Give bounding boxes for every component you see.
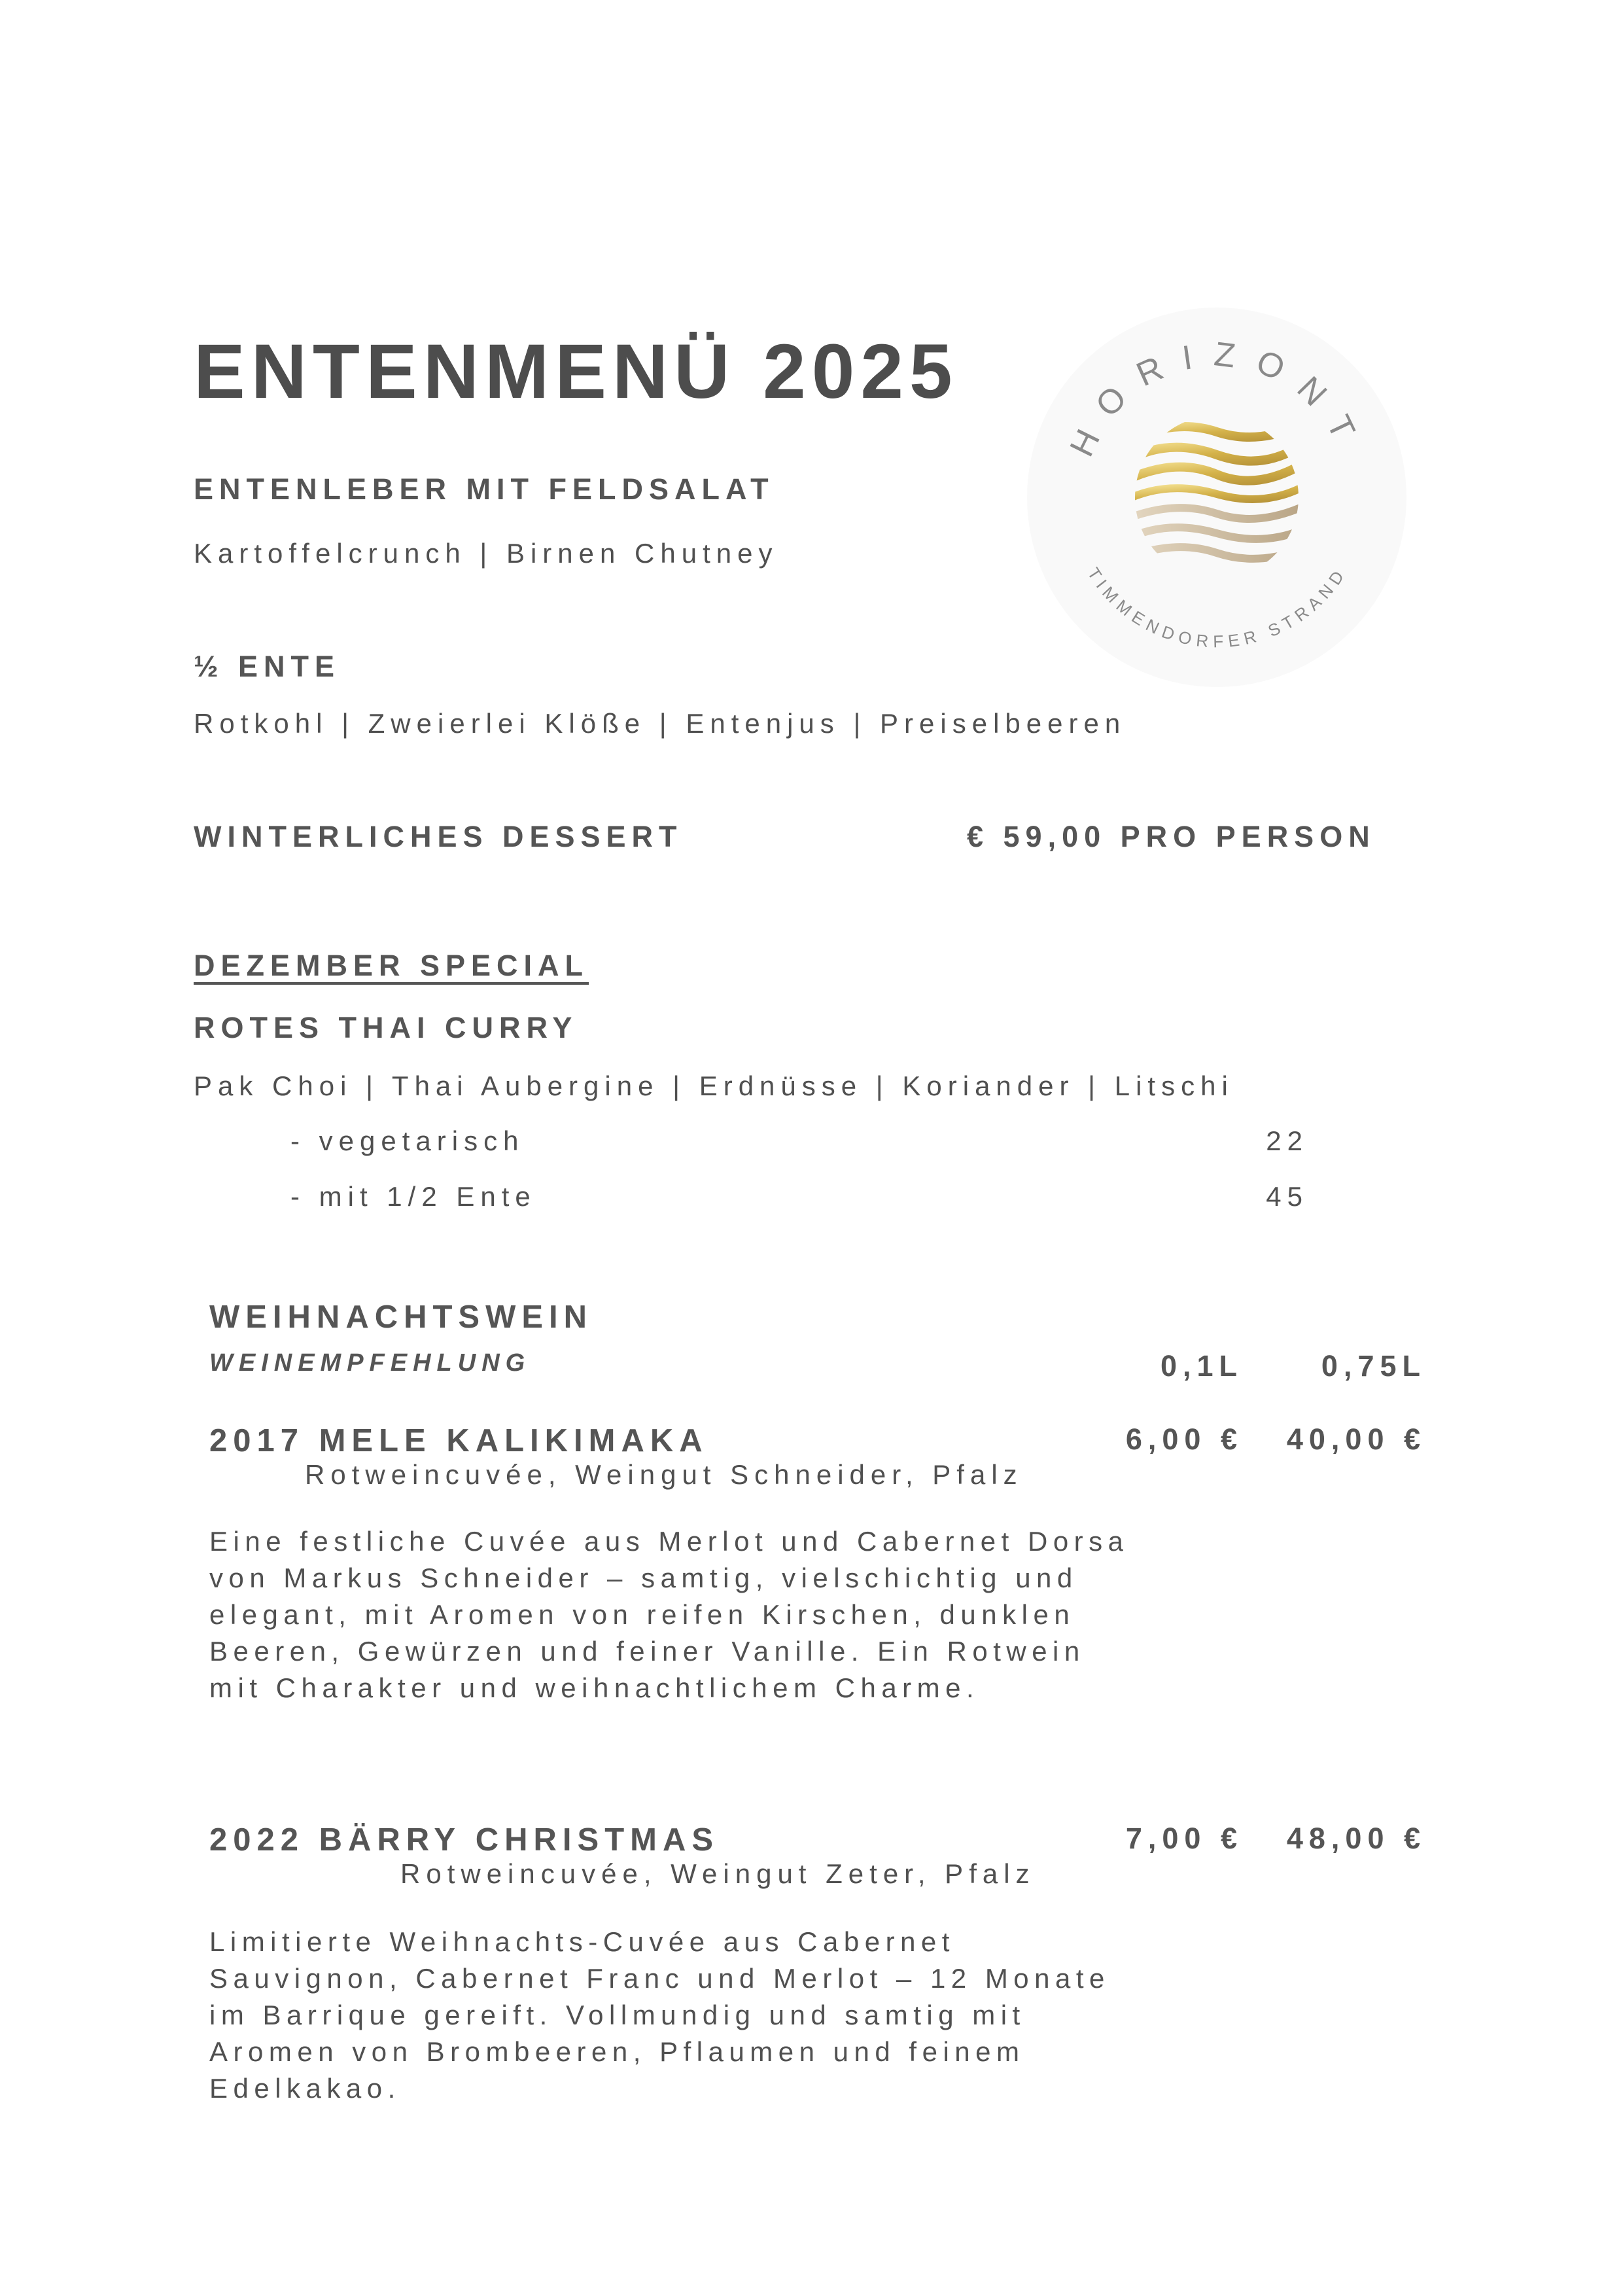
course-2-description: Rotkohl | Zweierlei Klöße | Entenjus | Preiselbeeren bbox=[194, 708, 1126, 739]
wine-2-origin: Rotweincuvée, Weingut Zeter, Pfalz bbox=[400, 1858, 1036, 1889]
special-option-label: - vegetarisch bbox=[290, 1125, 525, 1156]
wine-2-price-bottle: 48,00 € bbox=[1286, 1822, 1426, 1855]
page-title: ENTENMENÜ 2025 bbox=[194, 328, 958, 415]
wine-1-price-bottle: 40,00 € bbox=[1286, 1422, 1426, 1456]
menu-price: € 59,00 PRO PERSON bbox=[967, 820, 1376, 853]
wine-col-bottle: 0,75L bbox=[1321, 1349, 1426, 1383]
special-dish-name: ROTES THAI CURRY bbox=[194, 1011, 578, 1044]
wine-col-glass: 0,1L bbox=[1160, 1349, 1243, 1383]
special-option-price: 45 bbox=[1266, 1181, 1308, 1212]
wine-2-description: Limitierte Weihnachts-Cuvée aus Cabernet Sauvignon, Cabernet Franc und Merlot – 12 Monate im Barrique gereift. Vollmundig und samtig mit Aromen von Brombeeren, Pflaumen und feinem Edelkakao. bbox=[209, 1926, 1110, 2104]
special-option-label: - mit 1/2 Ente bbox=[290, 1181, 536, 1212]
special-option-price: 22 bbox=[1266, 1125, 1308, 1156]
course-3-name: WINTERLICHES DESSERT bbox=[194, 820, 683, 853]
course-2-name: ½ ENTE bbox=[194, 650, 341, 683]
wine-1-name: 2017 MELE KALIKIMAKA bbox=[209, 1423, 708, 1458]
course-1-description: Kartoffelcrunch | Birnen Chutney bbox=[194, 538, 778, 569]
special-heading: DEZEMBER SPECIAL bbox=[194, 949, 589, 982]
wine-1-price-glass: 6,00 € bbox=[1125, 1422, 1243, 1456]
wine-1-origin: Rotweincuvée, Weingut Schneider, Pfalz bbox=[305, 1459, 1023, 1490]
wine-heading: WEIHNACHTSWEIN bbox=[209, 1299, 593, 1335]
wine-2-name: 2022 BÄRRY CHRISTMAS bbox=[209, 1822, 720, 1858]
logo-brand-text: HORIZONT bbox=[1062, 335, 1371, 463]
wine-subheading: WEINEMPFEHLUNG bbox=[209, 1349, 531, 1377]
wine-2-price-glass: 7,00 € bbox=[1125, 1822, 1243, 1855]
logo-location-text: TIMMENDORFER STRAND bbox=[1083, 564, 1350, 652]
special-description: Pak Choi | Thai Aubergine | Erdnüsse | Koriander | Litschi bbox=[194, 1070, 1234, 1101]
wine-1-description: Eine festliche Cuvée aus Merlot und Cabernet Dorsa von Markus Schneider – samtig, vielschichtig und elegant, mit Aromen von reifen Kirschen, dunklen Beeren, Gewürzen und feiner Vanille. Ein Rotwein mit Charakter und weihnachtlichem Charme. bbox=[209, 1526, 1129, 1703]
course-1-name: ENTENLEBER MIT FELDSALAT bbox=[194, 472, 775, 506]
